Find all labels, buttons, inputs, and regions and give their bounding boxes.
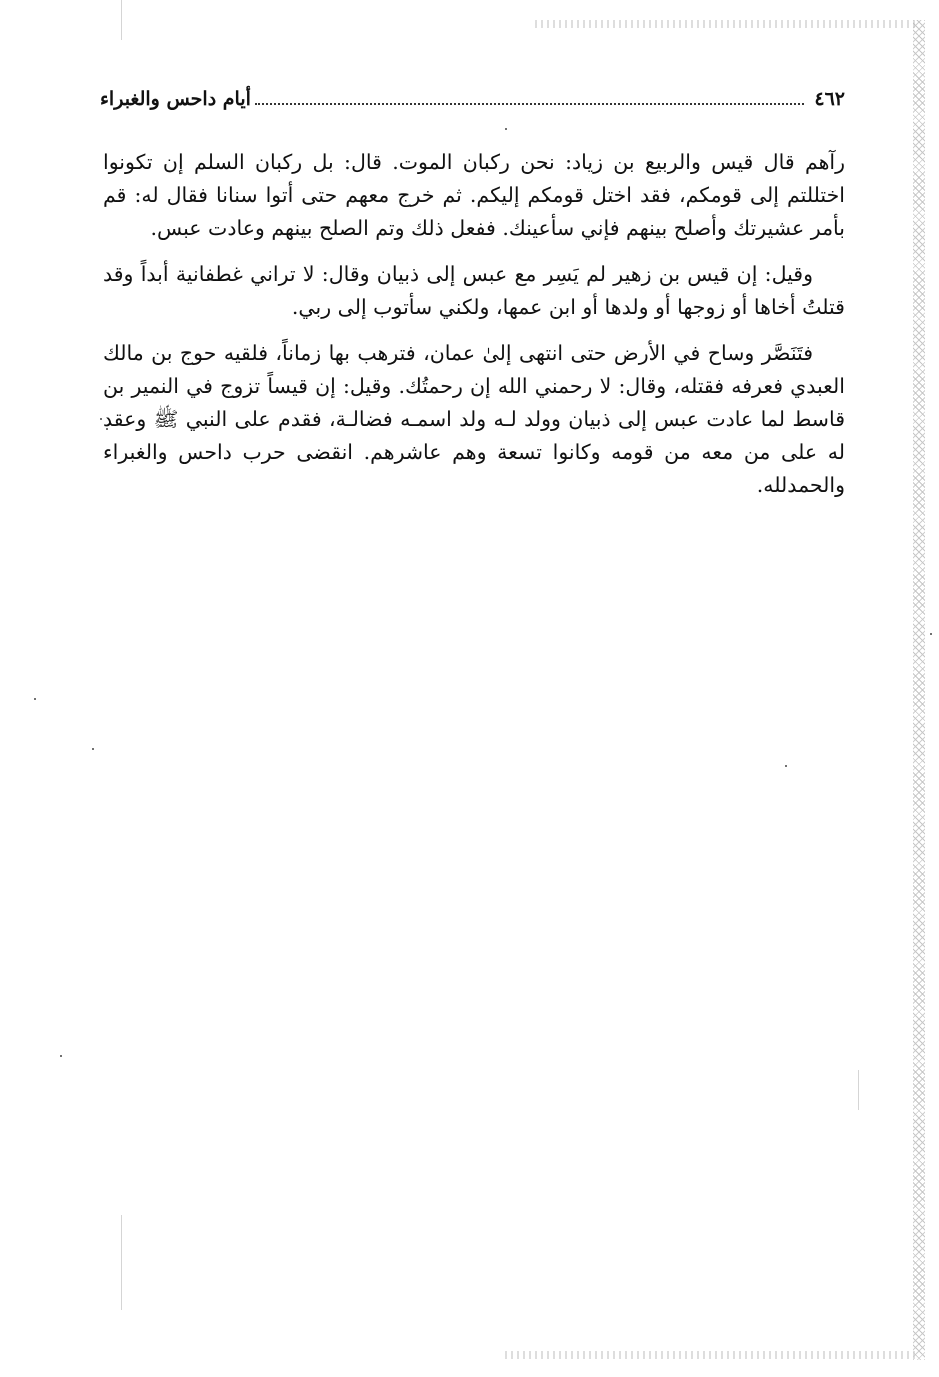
paragraph: رآهم قال قيس والربيع بن زياد: نحن ركبان الموت. قال: بل ركبان السلم إن تكونوا اختللتم إلى قومكم، فقد اختل قومكم إليكم. ثم خرج معهم حتى أتوا سنانا فقال له: قم بأمر عشيرتك وأصلح بينهم فإني سأعينك. ففعل ذلك وتم الصلح بينهم وعادت عبس.: [103, 150, 845, 240]
paragraph: فتَنَصَّر وساح في الأرض حتى انتهى إلىٰ عمان، فترهب بها زماناً، فلقيه حوج بن مالك العبدي فعرفه فقتله، وقال: لا رحمني الله إن رحمتُك. وقيل: إن قيساً تزوج في النمير بن قاسط لما عادت عبس إلى ذبيان وولد لـه ولد اسمـه فضالـة، فقدم على النبي ﷺ وعقد له على من معه من قومه وكانوا تسعة وهم عاشرهم. انقضى حرب داحس والغبراء والحمدلله.: [103, 341, 845, 497]
scan-border-right: [913, 20, 925, 1360]
body-text: [103, 146, 845, 502]
scan-speck: [34, 698, 36, 700]
scan-mark: [121, 1215, 122, 1310]
scan-mark: [121, 0, 122, 40]
page-number: ٤٦٢: [814, 88, 845, 110]
scan-speck: [60, 1055, 62, 1057]
scan-speck: [100, 418, 102, 420]
scan-speck: [930, 633, 932, 635]
scan-speck: [92, 748, 94, 750]
header-dot-leader: [255, 89, 804, 105]
running-title: أيام داحس والغبراء: [100, 88, 251, 110]
scan-border-bottom: [505, 1351, 915, 1359]
scan-speck: [505, 128, 507, 130]
scan-speck: [785, 765, 787, 767]
scan-mark: [858, 1070, 859, 1110]
running-header: [100, 88, 845, 118]
paragraph: وقيل: إن قيس بن زهير لم يَسِر مع عبس إلى ذبيان وقال: لا تراني غطفانية أبداً وقد قتلتُ أخاها أو زوجها أو ولدها أو ابن عمها، ولكني سأتوب إلى ربي.: [103, 262, 845, 319]
scan-border-top: [535, 20, 915, 28]
